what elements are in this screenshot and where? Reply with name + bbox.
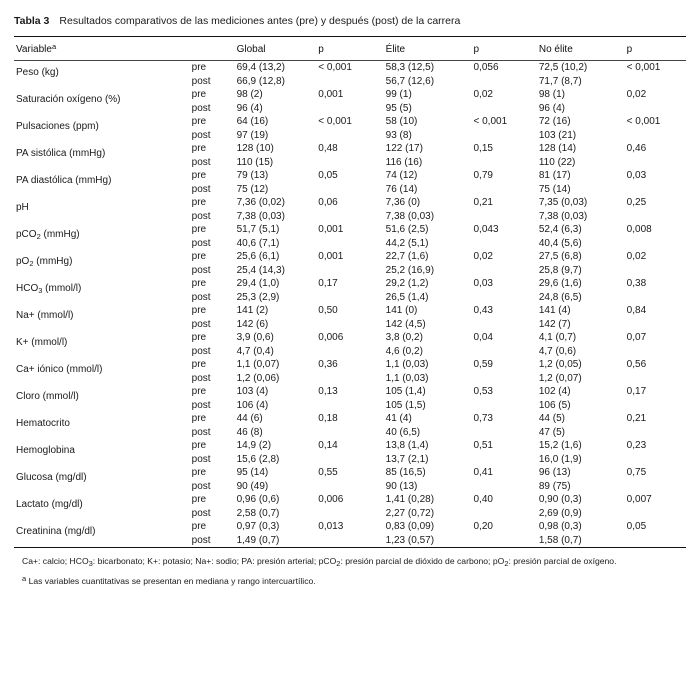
table-head [14, 37, 686, 60]
table-caption-label: Tabla 3 [14, 15, 50, 27]
cell-global-post: 25,3 (2,9) [236, 291, 280, 303]
row-variable-label: Pulsaciones (ppm) [16, 121, 99, 132]
cell-global-post: 90 (49) [236, 480, 269, 492]
cell-noelite-post: 142 (7) [538, 318, 571, 330]
row-timepoint-pre: pre [191, 278, 207, 289]
cell-global-pre: 103 (4) [236, 386, 269, 397]
table-row [14, 385, 686, 399]
cell-noelite-post: 47 (5) [538, 426, 565, 438]
row-variable-label: Hemoglobina [16, 445, 75, 456]
header-elite: Élite [385, 44, 406, 55]
cell-noelite-post: 16,0 (1,9) [538, 453, 582, 465]
cell-elite-pre: 22,7 (1,6) [385, 251, 429, 262]
row-variable-label: pCO$_2$ (mmHg) [16, 229, 80, 241]
cell-global-post: 7,38 (0,03) [236, 210, 285, 222]
cell-global-pre: 128 (10) [236, 143, 274, 154]
cell-noelite-pre: 0,98 (0,3) [538, 521, 582, 532]
cell-global-post: 75 (12) [236, 183, 269, 195]
header-p-global: p [318, 44, 324, 55]
row-variable-label: Creatinina (mg/dl) [16, 526, 96, 537]
cell-p-noelite: 0,84 [626, 305, 647, 316]
cell-elite-pre: 3,8 (0,2) [385, 332, 423, 343]
row-timepoint-pre: pre [191, 521, 207, 532]
cell-global-post: 40,6 (7,1) [236, 237, 280, 249]
cell-noelite-pre: 7,35 (0,03) [538, 197, 588, 208]
cell-elite-pre: 13,8 (1,4) [385, 440, 429, 451]
cell-p-noelite: 0,02 [626, 251, 647, 262]
row-timepoint-pre: pre [191, 467, 207, 478]
cell-p-elite: 0,73 [473, 413, 493, 424]
cell-global-pre: 1,1 (0,07) [236, 359, 280, 370]
cell-p-elite: 0,79 [473, 170, 493, 181]
cell-noelite-pre: 15,2 (1,6) [538, 440, 582, 451]
cell-global-post: 25,4 (14,3) [236, 264, 285, 276]
row-timepoint-post: post [191, 507, 211, 519]
table-row [14, 88, 686, 102]
cell-elite-post: 95 (5) [385, 102, 412, 114]
row-timepoint-post: post [191, 210, 211, 222]
cell-p-global: 0,17 [318, 278, 338, 289]
row-timepoint-post: post [191, 534, 211, 546]
cell-noelite-post: 4,7 (0,6) [538, 345, 577, 357]
cell-global-post: 2,58 (0,7) [236, 507, 280, 519]
cell-p-elite: 0,40 [473, 494, 493, 505]
table-row [14, 250, 686, 264]
row-variable-label: $pO_2$ (mmHg) [16, 256, 73, 268]
cell-global-pre: 79 (13) [236, 170, 269, 181]
table-row [14, 61, 686, 75]
table-row [14, 223, 686, 237]
cell-p-noelite: 0,25 [626, 197, 647, 208]
cell-p-elite: 0,59 [473, 359, 493, 370]
cell-noelite-pre: 98 (1) [538, 89, 565, 100]
table-row [14, 466, 686, 480]
cell-p-global: 0,48 [318, 143, 338, 154]
table-row [14, 142, 686, 156]
cell-global-pre: 0,96 (0,6) [236, 494, 280, 505]
row-variable-label: Lactato (mg/dl) [16, 499, 83, 510]
cell-noelite-pre: 72,5 (10,2) [538, 62, 588, 73]
cell-elite-post: 1,23 (0,57) [385, 534, 435, 546]
cell-noelite-pre: 4,1 (0,7) [538, 332, 577, 343]
cell-p-global: 0,05 [318, 170, 338, 181]
cell-p-global: 0,50 [318, 305, 338, 316]
cell-p-global: 0,18 [318, 413, 338, 424]
cell-p-noelite: 0,23 [626, 440, 647, 451]
row-timepoint-post: post [191, 102, 211, 114]
cell-noelite-pre: 81 (17) [538, 170, 571, 181]
cell-elite-pre: 141 (0) [385, 305, 418, 316]
row-timepoint-pre: pre [191, 224, 207, 235]
row-timepoint-pre: pre [191, 413, 207, 424]
row-timepoint-post: post [191, 129, 211, 141]
cell-elite-post: 56,7 (12,6) [385, 75, 435, 87]
row-timepoint-post: post [191, 237, 211, 249]
cell-p-elite: 0,02 [473, 89, 493, 100]
table-row [14, 493, 686, 507]
cell-p-noelite: 0,17 [626, 386, 647, 397]
cell-p-global: 0,55 [318, 467, 338, 478]
table-footnotes [14, 548, 686, 587]
header-variable: Variable$^a$ [16, 42, 57, 55]
footnote-text: Las variables cuantitativas se presentan en mediana y rango intercuartílico. [28, 575, 316, 586]
table-row [14, 358, 686, 372]
cell-p-elite: 0,43 [473, 305, 493, 316]
cell-global-pre: 141 (2) [236, 305, 269, 316]
cell-elite-post: 116 (16) [385, 156, 423, 168]
header-variable-footnote-marker: a [51, 42, 57, 51]
cell-elite-pre: 7,36 (0) [385, 197, 421, 208]
header-noelite: No élite [538, 44, 573, 55]
cell-global-pre: 95 (14) [236, 467, 269, 478]
row-variable-label: K+ (mmol/l) [16, 337, 68, 348]
header-p-noelite: p [626, 44, 633, 55]
cell-p-noelite: 0,07 [626, 332, 647, 343]
row-timepoint-pre: pre [191, 197, 207, 208]
row-timepoint-post: post [191, 264, 211, 276]
row-timepoint-pre: pre [191, 386, 207, 397]
cell-elite-pre: 0,83 (0,09) [385, 521, 435, 532]
cell-p-noelite: < 0,001 [626, 62, 661, 73]
cell-p-global: < 0,001 [318, 116, 352, 127]
cell-noelite-post: 106 (5) [538, 399, 571, 411]
cell-p-global: 0,013 [318, 521, 344, 532]
table-row [14, 520, 686, 534]
cell-p-noelite: 0,75 [626, 467, 647, 478]
cell-elite-post: 93 (8) [385, 129, 412, 141]
cell-p-noelite: 0,56 [626, 359, 647, 370]
cell-noelite-pre: 72 (16) [538, 116, 571, 127]
cell-p-noelite: < 0,001 [626, 116, 661, 127]
cell-noelite-post: 103 (21) [538, 129, 577, 141]
cell-noelite-pre: 52,4 (6,3) [538, 224, 582, 235]
cell-elite-post: 1,1 (0,03) [385, 372, 429, 384]
cell-p-noelite: 0,008 [626, 224, 652, 235]
cell-noelite-pre: 141 (4) [538, 305, 571, 316]
cell-p-elite: 0,21 [473, 197, 493, 208]
row-timepoint-post: post [191, 345, 211, 357]
cell-global-pre: 0,97 (0,3) [236, 521, 280, 532]
cell-p-elite: 0,03 [473, 278, 493, 289]
cell-elite-pre: 122 (17) [385, 143, 423, 154]
results-table-body [14, 61, 686, 547]
cell-global-pre: 44 (6) [236, 413, 263, 424]
cell-p-noelite: 0,02 [626, 89, 647, 100]
cell-elite-pre: 1,1 (0,03) [385, 359, 429, 370]
row-variable-label: Glucosa (mg/dl) [16, 472, 87, 483]
row-timepoint-post: post [191, 156, 211, 168]
cell-noelite-post: 1,2 (0,07) [538, 372, 582, 384]
cell-elite-post: 13,7 (2,1) [385, 453, 429, 465]
cell-p-noelite: 0,38 [626, 278, 647, 289]
cell-elite-pre: 74 (12) [385, 170, 418, 181]
row-timepoint-post: post [191, 453, 211, 465]
cell-noelite-pre: 96 (13) [538, 467, 571, 478]
cell-p-noelite: 0,21 [626, 413, 647, 424]
cell-noelite-pre: 27,5 (6,8) [538, 251, 582, 262]
results-table [14, 37, 686, 60]
cell-noelite-post: 24,8 (6,5) [538, 291, 582, 303]
row-timepoint-post: post [191, 480, 211, 492]
cell-p-elite: 0,043 [473, 224, 499, 235]
cell-p-elite: 0,53 [473, 386, 493, 397]
cell-global-pre: 14,9 (2) [236, 440, 272, 451]
row-timepoint-post: post [191, 372, 211, 384]
cell-elite-post: 4,6 (0,2) [385, 345, 423, 357]
cell-noelite-pre: 1,2 (0,05) [538, 359, 582, 370]
row-timepoint-post: post [191, 183, 211, 195]
cell-elite-post: 26,5 (1,4) [385, 291, 429, 303]
table-body [14, 61, 686, 547]
cell-p-elite: 0,41 [473, 467, 493, 478]
cell-elite-post: 2,27 (0,72) [385, 507, 435, 519]
cell-noelite-pre: 44 (5) [538, 413, 565, 424]
cell-p-elite: < 0,001 [473, 116, 508, 127]
row-timepoint-pre: pre [191, 305, 207, 316]
row-timepoint-pre: pre [191, 494, 207, 505]
cell-global-post: 4,7 (0,4) [236, 345, 274, 357]
row-variable-label: $HCO_3$ (mmol/l) [16, 283, 82, 295]
header-p-elite: p [473, 44, 480, 55]
row-variable-label: PA diastólica (mmHg) [16, 175, 112, 186]
cell-global-pre: 64 (16) [236, 116, 269, 127]
row-variable-label: Na+ (mmol/l) [16, 310, 74, 321]
cell-p-global: 0,36 [318, 359, 338, 370]
cell-noelite-post: 1,58 (0,7) [538, 534, 582, 546]
table-row [14, 412, 686, 426]
row-timepoint-pre: pre [191, 251, 207, 262]
row-variable-label: Ca+ iónico (mmol/l) [16, 364, 103, 375]
cell-global-post: 142 (6) [236, 318, 269, 330]
cell-global-pre: 7,36 (0,02) [236, 197, 285, 208]
header-timepoint [190, 37, 235, 60]
table-row [14, 115, 686, 129]
table-caption-text: Resultados comparativos de las mediciones antes (pre) y después (post) de la carrera [59, 15, 461, 27]
cell-noelite-post: 25,8 (9,7) [538, 264, 582, 276]
cell-p-noelite: 0,46 [626, 143, 647, 154]
header-global: Global [236, 44, 266, 55]
cell-global-pre: 51,7 (5,1) [236, 224, 280, 235]
cell-noelite-pre: 0,90 (0,3) [538, 494, 582, 505]
cell-elite-post: 90 (13) [385, 480, 418, 492]
cell-global-pre: 29,4 (1,0) [236, 278, 280, 289]
footnote-a [14, 573, 686, 588]
cell-noelite-pre: 102 (4) [538, 386, 571, 397]
cell-elite-pre: 99 (1) [385, 89, 412, 100]
row-variable-label: Cloro (mmol/l) [16, 391, 79, 402]
cell-noelite-post: 89 (75) [538, 480, 571, 492]
cell-elite-post: 25,2 (16,9) [385, 264, 435, 276]
cell-noelite-post: 7,38 (0,03) [538, 210, 588, 222]
cell-global-post: 15,6 (2,8) [236, 453, 280, 465]
cell-p-global: 0,006 [318, 332, 344, 343]
cell-global-pre: 25,6 (6,1) [236, 251, 280, 262]
cell-noelite-post: 75 (14) [538, 183, 571, 195]
cell-p-noelite: 0,007 [626, 494, 652, 505]
cell-elite-pre: 29,2 (1,2) [385, 278, 429, 289]
cell-noelite-post: 71,7 (8,7) [538, 75, 582, 87]
row-timepoint-pre: pre [191, 332, 207, 343]
cell-p-noelite: 0,03 [626, 170, 647, 181]
row-timepoint-pre: pre [191, 89, 207, 100]
cell-noelite-pre: 29,6 (1,6) [538, 278, 582, 289]
cell-elite-post: 105 (1,5) [385, 399, 426, 411]
row-timepoint-pre: pre [191, 440, 207, 451]
cell-global-post: 97 (19) [236, 129, 269, 141]
table-row [14, 169, 686, 183]
cell-noelite-post: 2,69 (0,9) [538, 507, 582, 519]
cell-p-elite: 0,056 [473, 62, 499, 73]
cell-elite-post: 142 (4,5) [385, 318, 426, 330]
cell-elite-pre: 58 (10) [385, 116, 418, 127]
cell-global-post: 110 (15) [236, 156, 274, 168]
cell-elite-post: 76 (14) [385, 183, 418, 195]
cell-noelite-post: 40,4 (5,6) [538, 237, 582, 249]
header-row [14, 37, 686, 60]
row-timepoint-post: post [191, 291, 211, 303]
cell-p-global: 0,13 [318, 386, 338, 397]
cell-elite-post: 7,38 (0,03) [385, 210, 435, 222]
row-variable-label: Saturación oxígeno (%) [16, 94, 121, 105]
cell-p-elite: 0,04 [473, 332, 493, 343]
cell-noelite-pre: 128 (14) [538, 143, 577, 154]
row-variable-label: Hematocrito [16, 418, 70, 429]
footnote-marker: a [22, 573, 27, 583]
row-timepoint-pre: pre [191, 170, 207, 181]
cell-elite-pre: 85 (16,5) [385, 467, 426, 478]
cell-p-elite: 0,15 [473, 143, 493, 154]
cell-elite-post: 44,2 (5,1) [385, 237, 429, 249]
cell-elite-pre: 41 (4) [385, 413, 412, 424]
table-row [14, 196, 686, 210]
row-variable-label: Peso (kg) [16, 67, 59, 78]
cell-p-elite: 0,02 [473, 251, 493, 262]
row-timepoint-post: post [191, 399, 211, 411]
cell-elite-pre: 51,6 (2,5) [385, 224, 429, 235]
table-row [14, 331, 686, 345]
cell-p-global: 0,001 [318, 89, 344, 100]
cell-p-global: 0,06 [318, 197, 338, 208]
cell-elite-post: 40 (6,5) [385, 426, 421, 438]
cell-noelite-post: 110 (22) [538, 156, 576, 168]
cell-global-pre: 98 (2) [236, 89, 263, 100]
cell-p-elite: 0,20 [473, 521, 493, 532]
cell-elite-pre: 58,3 (12,5) [385, 62, 435, 73]
cell-p-global: 0,14 [318, 440, 338, 451]
cell-global-post: 66,9 (12,8) [236, 75, 285, 87]
row-timepoint-pre: pre [191, 62, 207, 73]
row-timepoint-post: post [191, 426, 211, 438]
table-row [14, 304, 686, 318]
cell-p-global: 0,001 [318, 224, 344, 235]
row-timepoint-post: post [191, 75, 211, 87]
row-variable-label: PA sistólica (mmHg) [16, 148, 106, 159]
row-timepoint-pre: pre [191, 359, 207, 370]
cell-noelite-post: 96 (4) [538, 102, 565, 114]
cell-p-global: 0,006 [318, 494, 344, 505]
row-variable-label: pH [16, 202, 29, 213]
cell-p-global: < 0,001 [318, 62, 352, 73]
cell-global-pre: 69,4 (13,2) [236, 62, 285, 73]
cell-global-post: 1,2 (0,06) [236, 372, 280, 384]
row-timepoint-pre: pre [191, 143, 207, 154]
row-timepoint-pre: pre [191, 116, 207, 127]
cell-p-elite: 0,51 [473, 440, 493, 451]
row-timepoint-post: post [191, 318, 211, 330]
cell-global-post: 106 (4) [236, 399, 269, 411]
table-row [14, 277, 686, 291]
cell-elite-pre: 105 (1,4) [385, 386, 426, 397]
cell-global-post: 96 (4) [236, 102, 263, 114]
cell-global-pre: 3,9 (0,6) [236, 332, 274, 343]
cell-p-global: 0,001 [318, 251, 344, 262]
cell-global-post: 1,49 (0,7) [236, 534, 280, 546]
table-caption [14, 10, 686, 36]
cell-global-post: 46 (8) [236, 426, 263, 438]
table-row [14, 439, 686, 453]
cell-p-noelite: 0,05 [626, 521, 647, 532]
footnote-abbreviations: Ca+: calcio; HCO3: bicarbonato; K+: potasio; Na+: sodio; PA: presión arterial; pCO2: presión parcial de dióxido de carbono; pO2: presión parcial de oxígeno. [22, 556, 617, 568]
cell-elite-pre: 1,41 (0,28) [385, 494, 435, 505]
